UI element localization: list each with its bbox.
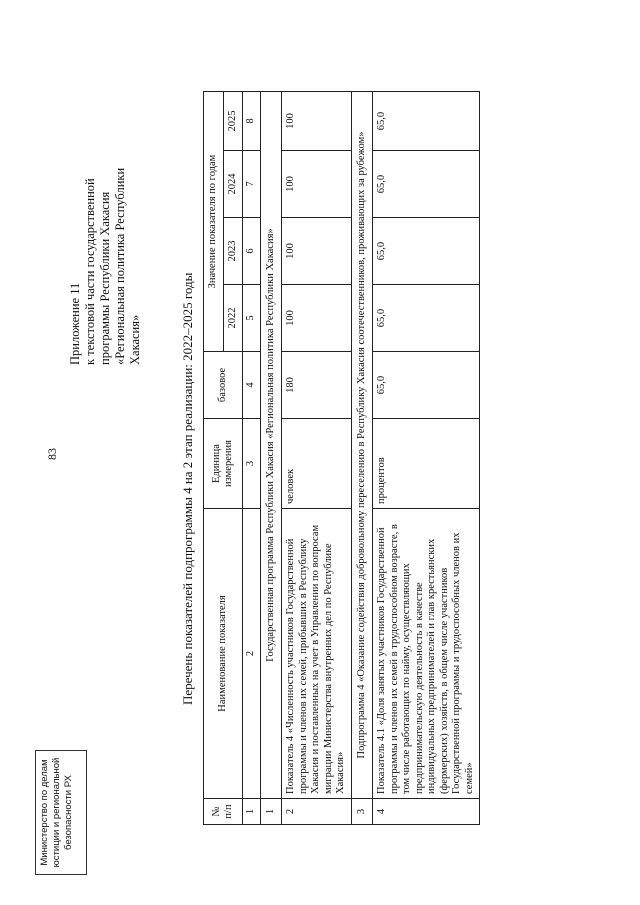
stamp-line: юстиции и региональной	[51, 757, 62, 868]
indicator-year-value: 65,0	[373, 218, 480, 285]
stamp-line: Министерство по делам	[39, 759, 50, 866]
appendix-header	[68, 110, 143, 365]
col-header-unit: Единица измерения	[204, 419, 243, 509]
indicator-name: Показатель 4.1 «Доля занятых участников Государственной программы и членов их семей в трудоспособном возрасте, в том числе работающих по найму, осуществляющих предпринимательскую деятельность в качестве индивидуальных предпринимателей и глав крестьянских (фермерских) хозяйств, в общем числе участников Государственной программы и трудоспособных членов их семей»	[373, 509, 480, 799]
column-number: 5	[243, 285, 261, 352]
indicator-unit: процентов	[373, 419, 480, 509]
row-num: 2	[282, 799, 352, 825]
col-header-year: 2023	[223, 218, 243, 285]
col-header-values-group: Значение показателя по годам	[204, 92, 224, 352]
column-number-row	[243, 92, 261, 825]
document-title: Перечень показателей подпрограммы 4 на 2 этап реализации: 2022–2025 годы	[180, 272, 195, 705]
indicator-base-value: 65,0	[373, 352, 480, 419]
appendix-line: Хакасия»	[128, 314, 142, 365]
column-number: 1	[243, 799, 261, 825]
col-header-base: базовое	[204, 352, 243, 419]
appendix-line: Приложение 11	[68, 282, 82, 365]
section-text: Государственная программа Республики Хакасия «Региональная политика Республики Хакасия»	[260, 92, 282, 799]
indicator-year-value: 100	[282, 218, 352, 285]
col-header-year: 2025	[223, 92, 243, 151]
indicator-unit: человек	[282, 419, 352, 509]
indicator-name: Показатель 4 «Численность участников Государственной программы и членов их семей, прибывших в Республику Хакасия и поставленных на учет в Управлении по вопросам миграции Министерства внутренних дел по Республике Хакасия»	[282, 509, 352, 799]
ministry-stamp	[35, 750, 87, 875]
column-number: 3	[243, 419, 261, 509]
indicator-year-value: 100	[282, 151, 352, 218]
header-row-1	[204, 92, 224, 825]
column-number: 6	[243, 218, 261, 285]
row-num: 3	[351, 799, 373, 825]
indicator-year-value: 65,0	[373, 151, 480, 218]
stamp-line: безопасности РХ	[63, 775, 74, 850]
indicator-year-value: 65,0	[373, 285, 480, 352]
table-row-indicator	[282, 92, 352, 825]
column-number: 4	[243, 352, 261, 419]
row-num: 4	[373, 799, 480, 825]
row-num: 1	[260, 799, 282, 825]
appendix-line: программы Республики Хакасия	[98, 191, 112, 365]
column-number: 7	[243, 151, 261, 218]
table-row-indicator	[373, 92, 480, 825]
page-number: 83	[45, 448, 59, 460]
column-number: 2	[243, 509, 261, 799]
table-row-section	[351, 92, 373, 825]
appendix-line: к текстовой части государственной	[83, 178, 97, 365]
col-header-name: Наименование показателя	[204, 509, 243, 799]
col-header-num: № п/п	[204, 799, 243, 825]
indicators-table	[203, 91, 480, 825]
indicator-year-value: 65,0	[373, 92, 480, 151]
column-number: 8	[243, 92, 261, 151]
col-header-year: 2022	[223, 285, 243, 352]
appendix-line: «Региональная политика Республики	[113, 167, 127, 365]
col-header-year: 2024	[223, 151, 243, 218]
section-text: Подпрограмма 4 «Оказание содействия добровольному переселению в Республику Хакасия соотечественников, проживающих за рубежом»	[351, 92, 373, 799]
indicator-year-value: 100	[282, 285, 352, 352]
indicator-base-value: 180	[282, 352, 352, 419]
indicator-year-value: 100	[282, 92, 352, 151]
table-row-section	[260, 92, 282, 825]
